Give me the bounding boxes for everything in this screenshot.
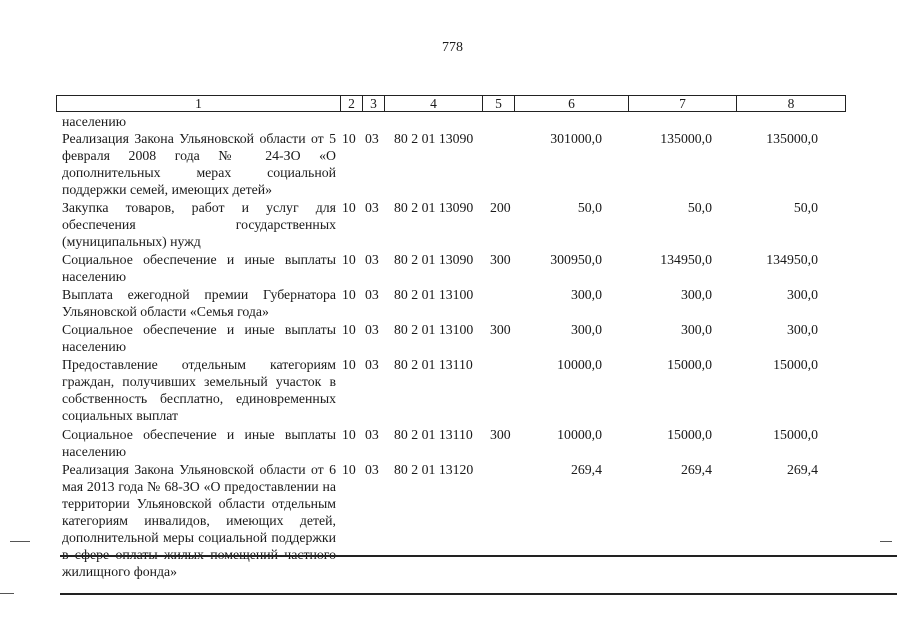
row-value-8: 50,0	[793, 200, 818, 215]
row-expense-type: 300	[490, 252, 511, 267]
row-value-6: 301000,0	[550, 131, 602, 146]
column-header-5: 5	[483, 96, 515, 111]
row-subsection: 03	[365, 287, 379, 302]
row-value-7: 15000,0	[667, 427, 712, 442]
row-section: 10	[342, 252, 356, 267]
row-expense-type: 300	[490, 322, 511, 337]
row-subsection: 03	[365, 462, 379, 477]
row-value-8: 15000,0	[773, 357, 818, 372]
row-value-7: 134950,0	[660, 252, 712, 267]
row-name: Реализация Закона Ульяновской области от 5 февраля 2008 года № 24-ЗО «О дополнительных мерах социальной поддержки семей, имеющих детей»	[62, 131, 336, 197]
row-value-6: 10000,0	[557, 357, 602, 372]
scan-line-artifact	[60, 593, 897, 595]
row-section: 10	[342, 322, 356, 337]
row-value-7: 269,4	[680, 462, 712, 477]
row-name: Реализация Закона Ульяновской области от 6 мая 2013 года № 68-ЗО «О предоставлении на территории Ульяновской области отдельным категориям инвалидов, имеющих детей, дополнительной меры социальной поддержки жилищного фонда»	[62, 462, 336, 579]
table-column-header	[56, 95, 846, 112]
scan-mark	[0, 593, 14, 594]
row-value-8: 135000,0	[766, 131, 818, 146]
row-name: Социальное обеспечение и иные выплаты населению	[62, 427, 336, 459]
row-value-6: 300950,0	[550, 252, 602, 267]
row-section: 10	[342, 427, 356, 442]
row-value-7: 300,0	[680, 322, 712, 337]
row-expense-type: 200	[490, 200, 511, 215]
scan-line-artifact	[60, 555, 897, 557]
row-section: 10	[342, 462, 356, 477]
row-value-8: 15000,0	[773, 427, 818, 442]
row-value-8: 300,0	[786, 322, 818, 337]
row-section: 10	[342, 131, 356, 146]
scan-mark	[880, 541, 892, 542]
row-name: Выплата ежегодной премии Губернатора Ульяновской области «Семья года»	[62, 287, 336, 319]
row-name: Закупка товаров, работ и услуг для обеспечения государственных (муниципальных) нужд	[62, 200, 336, 249]
row-value-8: 269,4	[786, 462, 818, 477]
row-section: 10	[342, 287, 356, 302]
row-value-8: 134950,0	[766, 252, 818, 267]
row-value-7: 50,0	[687, 200, 712, 215]
row-section: 10	[342, 357, 356, 372]
row-value-7: 300,0	[680, 287, 712, 302]
row-value-7: 15000,0	[667, 357, 712, 372]
row-value-6: 300,0	[570, 287, 602, 302]
row-expense-type: 300	[490, 427, 511, 442]
row-target-code: 80 2 01 13100	[394, 322, 474, 337]
row-name: Предоставление отдельным категориям граждан, получивших земельный участок в собственность бесплатно, единовременных социальных выплат	[62, 357, 336, 423]
row-value-6: 50,0	[577, 200, 602, 215]
scan-mark	[10, 541, 30, 542]
column-header-2: 2	[341, 96, 363, 111]
row-value-6: 300,0	[570, 322, 602, 337]
row-target-code: 80 2 01 13110	[394, 427, 473, 442]
row-target-code: 80 2 01 13100	[394, 287, 474, 302]
row-value-6: 10000,0	[557, 427, 602, 442]
row-value-7: 135000,0	[660, 131, 712, 146]
row-target-code: 80 2 01 13090	[394, 252, 474, 267]
row-name: Социальное обеспечение и иные выплаты населению	[62, 322, 336, 354]
row-target-code: 80 2 01 13110	[394, 357, 473, 372]
column-header-1: 1	[57, 96, 341, 111]
row-name: населению	[62, 114, 127, 129]
column-header-8: 8	[787, 96, 795, 111]
row-subsection: 03	[365, 427, 379, 442]
row-target-code: 80 2 01 13120	[394, 462, 474, 477]
row-subsection: 03	[365, 322, 379, 337]
row-name: Социальное обеспечение и иные выплаты населению	[62, 252, 336, 284]
column-header-3: 3	[363, 96, 385, 111]
row-subsection: 03	[365, 357, 379, 372]
row-subsection: 03	[365, 131, 379, 146]
column-header-6: 6	[515, 96, 629, 111]
row-subsection: 03	[365, 252, 379, 267]
row-target-code: 80 2 01 13090	[394, 200, 474, 215]
page-number: 778	[442, 40, 463, 55]
column-header-4: 4	[385, 96, 483, 111]
row-value-8: 300,0	[786, 287, 818, 302]
row-value-6: 269,4	[570, 462, 602, 477]
row-target-code: 80 2 01 13090	[394, 131, 474, 146]
row-section: 10	[342, 200, 356, 215]
column-header-7: 7	[629, 96, 737, 111]
row-subsection: 03	[365, 200, 379, 215]
